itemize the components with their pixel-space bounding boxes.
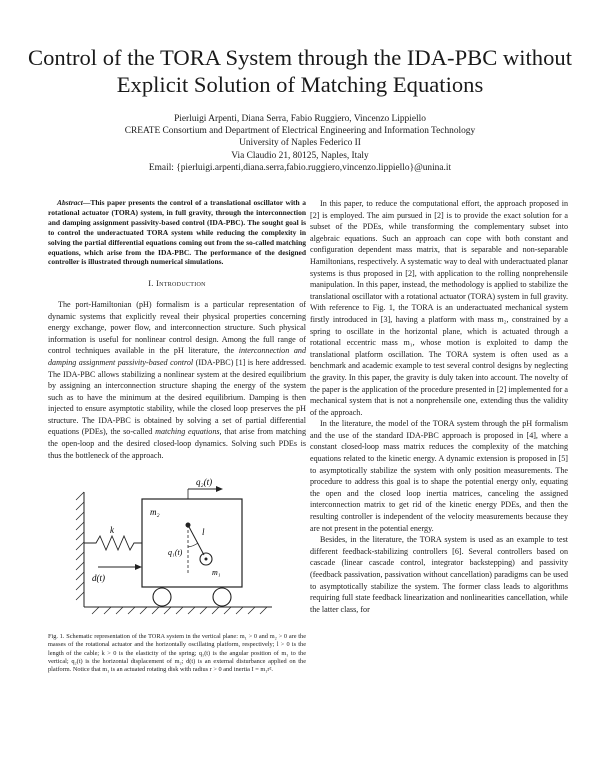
intro-text-2: (IDA-PBC) [1] is here addressed. The IDA-PBC allows stabilizing a nonlinear system at the desired equilibrium by assigning an interconnection structure shaping the energy of the system such as to have the minimum at the desired equilibrium. Damping is then injected to ensure asymptotic stability, while the closed loop preserves the pH structure. The IDA-PBC is obtained by solving a set of partial differential equations (PDEs), the so-called <box>48 357 306 437</box>
intro-emphasis-2: matching equations <box>155 427 220 437</box>
label-l: l <box>202 527 205 538</box>
ground-hatch <box>92 607 267 614</box>
intro-paragraph <box>48 299 306 461</box>
intro-emphasis-1: interconnection and damping assignment passivity-based control <box>48 346 306 367</box>
figure-caption: Fig. 1. Schematic representation of the TORA system in the vertical plane: m₁ > 0 and m₂ > 0 are the masses of the rotational actuator and the horizontally oscillating platform, respectively; l > 0 is the length of the cable; k > 0 is the elasticity of the spring; q₁(t) is the angular position of m₁ to the vertical; q₂(t) is the horizontal displacement of m₂; d(t) is an external disturbance applied on the platform. Notice that m₁ is an actuated rotating disk with radius r > 0 and inertia I = m₁r². <box>48 633 306 674</box>
disturbance-arrowhead <box>135 564 142 570</box>
label-d: d(t) <box>92 573 105 584</box>
paper-title: Control of the TORA System through the IDA-PBC without Explicit Solution of Matching Equations <box>28 45 572 97</box>
right-paragraph-3: Besides, in the literature, the TORA system is used as an example to test different feedback-stabilizing controllers [6]. Several controllers based on cascade (linear cascade control, integrator backstepping) and passivity (feedback passivation, passivation without cancellation) paradigms can be used to asymptotically stabilize the system. The former class leads to algorithms requiring full state feedback linearization and nonlinearities cancellation, while the latter class, for <box>310 535 568 614</box>
abstract <box>48 198 306 267</box>
disk-center <box>205 558 208 561</box>
left-column <box>48 198 306 682</box>
abstract-label: Abstract <box>57 198 83 207</box>
wheel-right <box>213 588 231 606</box>
section-heading-introduction: I. Introduction <box>148 279 206 289</box>
author-names: Pierluigi Arpenti, Diana Serra, Fabio Ruggiero, Vincenzo Lippiello <box>174 114 426 124</box>
spring <box>84 536 142 550</box>
wheel-left <box>153 588 171 606</box>
label-q1: q₁(t) <box>168 548 183 558</box>
label-m2: m₂ <box>150 507 160 518</box>
author-email: Email: {pierluigi.arpenti,diana.serra,fabio.ruggiero,vincenzo.lippiello}@unina.it <box>148 162 452 173</box>
figure-1 <box>48 461 306 682</box>
tora-diagram <box>62 477 292 647</box>
right-paragraph-2: In the literature, the model of the TORA system through the pH formalism and the use of the standard IDA-PBC approach is proposed in [4], where a constant closed-loop mass matrix reduces the complexity of the matching equations related to the kinetic energy. A dynamic extension is proposed in [5] to asymptotically stabilize the system with only position measurements. The procedure to address this goal is to shape the potential energy only, equating the open and the closed loop inertia matrices, canceling the assigned interconnection matrix to get rid of the kinetic energy PDEs, and then the resulting controller is independent of the velocity measurements because they are not present in the potential energy. <box>310 419 568 533</box>
wall-hatch <box>76 492 84 600</box>
angle-arc <box>188 543 198 547</box>
intro-text-3: , that arise from matching the open-loop and the desired closed-loop dynamics. Solving such PDEs is thus the bottleneck of the approach. <box>48 427 306 460</box>
right-paragraph-1: In this paper, to reduce the computational effort, the approach proposed in [2] is employed. The aim pursued in [2] is to provide the exact solution for a subset of the PDEs, while transforming the complementary subset into algebraic equations. Such an approach can cope with both constant and configuration dependent mass matrix, that is separable and non-separable Hamiltonians, respectively. A systematic way to deal with underactuated planar systems is thus proposed in [2], with application to the rolling nonprehensile manipulation. In this paper, instead, the methodology is applied to stabilize the translational oscillator with a rotational actuator (TORA) system in full gravity. With reference to Fig. 1, the TORA is an underactuated mechanical system firstly introduced in [3], having a platform with mass m₂, constrained by a spring to oscillate in the horizontal plane, which is actuated through a rotational eccentric mass m₁, whose motion is exploited to damp the translational platform oscillation. The TORA system is often used as a benchmark and academic example to test several control designs by neglecting the gravity. In this paper, the gravity is duly taken into account. The novelty of the paper is the application of the procedure presented in [2] implemented for a mechanical system that is not a nonprehensile one, extending thus the validity of the approach. <box>310 199 568 417</box>
q2-arrowhead <box>216 486 223 492</box>
label-m1: m₁ <box>212 568 221 578</box>
right-column <box>310 198 568 615</box>
label-k: k <box>110 525 114 536</box>
affiliation-line-3: Via Claudio 21, 80125, Naples, Italy <box>231 150 369 161</box>
intro-text-1: The port-Hamiltonian (pH) formalism is a particular representation of dynamic systems that explicitly reveal their physical properties concerning energy exchange, power flow, and interconnection structure. Such physical information is useful for nonlinear control design. Among the full range of control techniques available in the pH literature, the <box>48 299 306 356</box>
label-q2: q₂(t) <box>196 477 213 488</box>
author-block <box>30 113 570 174</box>
affiliation-line-1: CREATE Consortium and Department of Electrical Engineering and Information Technology <box>124 126 476 137</box>
abstract-text: —This paper presents the control of a translational oscillator with a rotational actuator (TORA) system, in full gravity, through the interconnection and damping assignment passivity-based control (IDA-PBC). The sought goal is to control the underactuated TORA system while reducing the complexity in solving the partial differential equations coming out from the so-called matching equations, which arise from the IDA-PBC. The performance of the designed controller is illustrated through numerical simulations. <box>48 198 306 267</box>
affiliation-line-2: University of Naples Federico II <box>239 138 361 149</box>
